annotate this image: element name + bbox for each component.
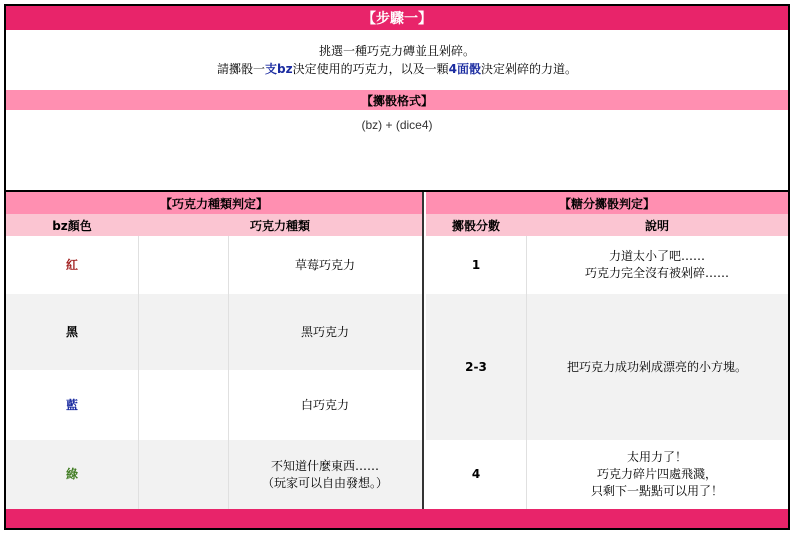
chocolate-type-unknown-line1: 不知道什麼東西……: [270, 458, 379, 473]
chocolate-type-white: 白巧克力: [228, 370, 422, 440]
footer-bar: [6, 509, 788, 528]
intro-suffix: 決定剁碎的力道。: [480, 62, 577, 76]
color-label-blue: 藍: [65, 397, 78, 412]
intro-prefix: 請擲骰一: [217, 62, 266, 76]
dice-desc-4: [526, 440, 788, 509]
col-header-chocolate-type: 巧克力種類: [138, 214, 422, 236]
dice-desc-4-line1: 太用力了！: [626, 450, 687, 464]
grid-line: [526, 236, 527, 509]
intro-line-2: [217, 60, 577, 78]
dice-table-title: 【糖分擲骰判定】: [426, 192, 788, 214]
blank-cell: [138, 440, 228, 509]
dice-desc-4-line3: 只剩下一點點可以用了！: [590, 484, 723, 498]
chocolate-table: [6, 192, 424, 509]
format-formula: (bz) + (dice4): [361, 118, 433, 132]
color-label-black: 黑: [65, 324, 78, 339]
step-title: 【步驟一】: [6, 6, 788, 30]
col-header-description: 說明: [526, 214, 788, 236]
chocolate-type-unknown: [228, 440, 422, 509]
table-row-green-color: [6, 440, 138, 509]
color-label-red: 紅: [65, 257, 78, 272]
format-title: 【擲骰格式】: [6, 90, 788, 110]
dice-score-1: 1: [426, 236, 526, 294]
intro-highlight-d4: 4面骰: [448, 62, 481, 76]
chocolate-type-dark: 黑巧克力: [228, 294, 422, 370]
dice-score-2-3: 2-3: [426, 294, 526, 440]
col-header-score: 擲骰分數: [426, 214, 526, 236]
grid-line: [138, 236, 139, 509]
dice-desc-2-3: 把巧克力成功剁成漂亮的小方塊。: [526, 294, 788, 440]
col-header-bz-color: bz顏色: [6, 214, 138, 236]
color-label-green: 綠: [65, 467, 78, 481]
intro-line-1: 挑選一種巧克力磚並且剁碎。: [318, 44, 475, 58]
table-row-black-color: [6, 294, 138, 370]
grid-line: [228, 236, 229, 509]
intro-text: [6, 30, 788, 90]
format-text: [6, 110, 788, 190]
chocolate-table-title: 【巧克力種類判定】: [6, 192, 422, 214]
page-frame: [4, 4, 790, 530]
dice-desc-4-line2: 巧克力碎片四處飛濺，: [596, 467, 717, 481]
dice-desc-1-line2: 巧克力完全沒有被剁碎……: [584, 266, 729, 280]
table-row-blue-color: [6, 370, 138, 440]
intro-highlight-bz: 支bz: [265, 62, 293, 76]
dice-score-4: 4: [426, 440, 526, 509]
intro-mid: 決定使用的巧克力，以及一顆: [292, 62, 449, 76]
table-row-red-color: [6, 236, 138, 294]
blank-cell: [138, 294, 228, 370]
dice-table: [426, 192, 788, 509]
chocolate-type-strawberry: 草莓巧克力: [228, 236, 422, 294]
dice-desc-1: [526, 236, 788, 294]
dice-desc-1-line1: 力道太小了吧……: [608, 249, 705, 263]
blank-cell: [138, 370, 228, 440]
blank-cell: [138, 236, 228, 294]
chocolate-type-unknown-line2: （玩家可以自由發想。）: [261, 475, 388, 490]
